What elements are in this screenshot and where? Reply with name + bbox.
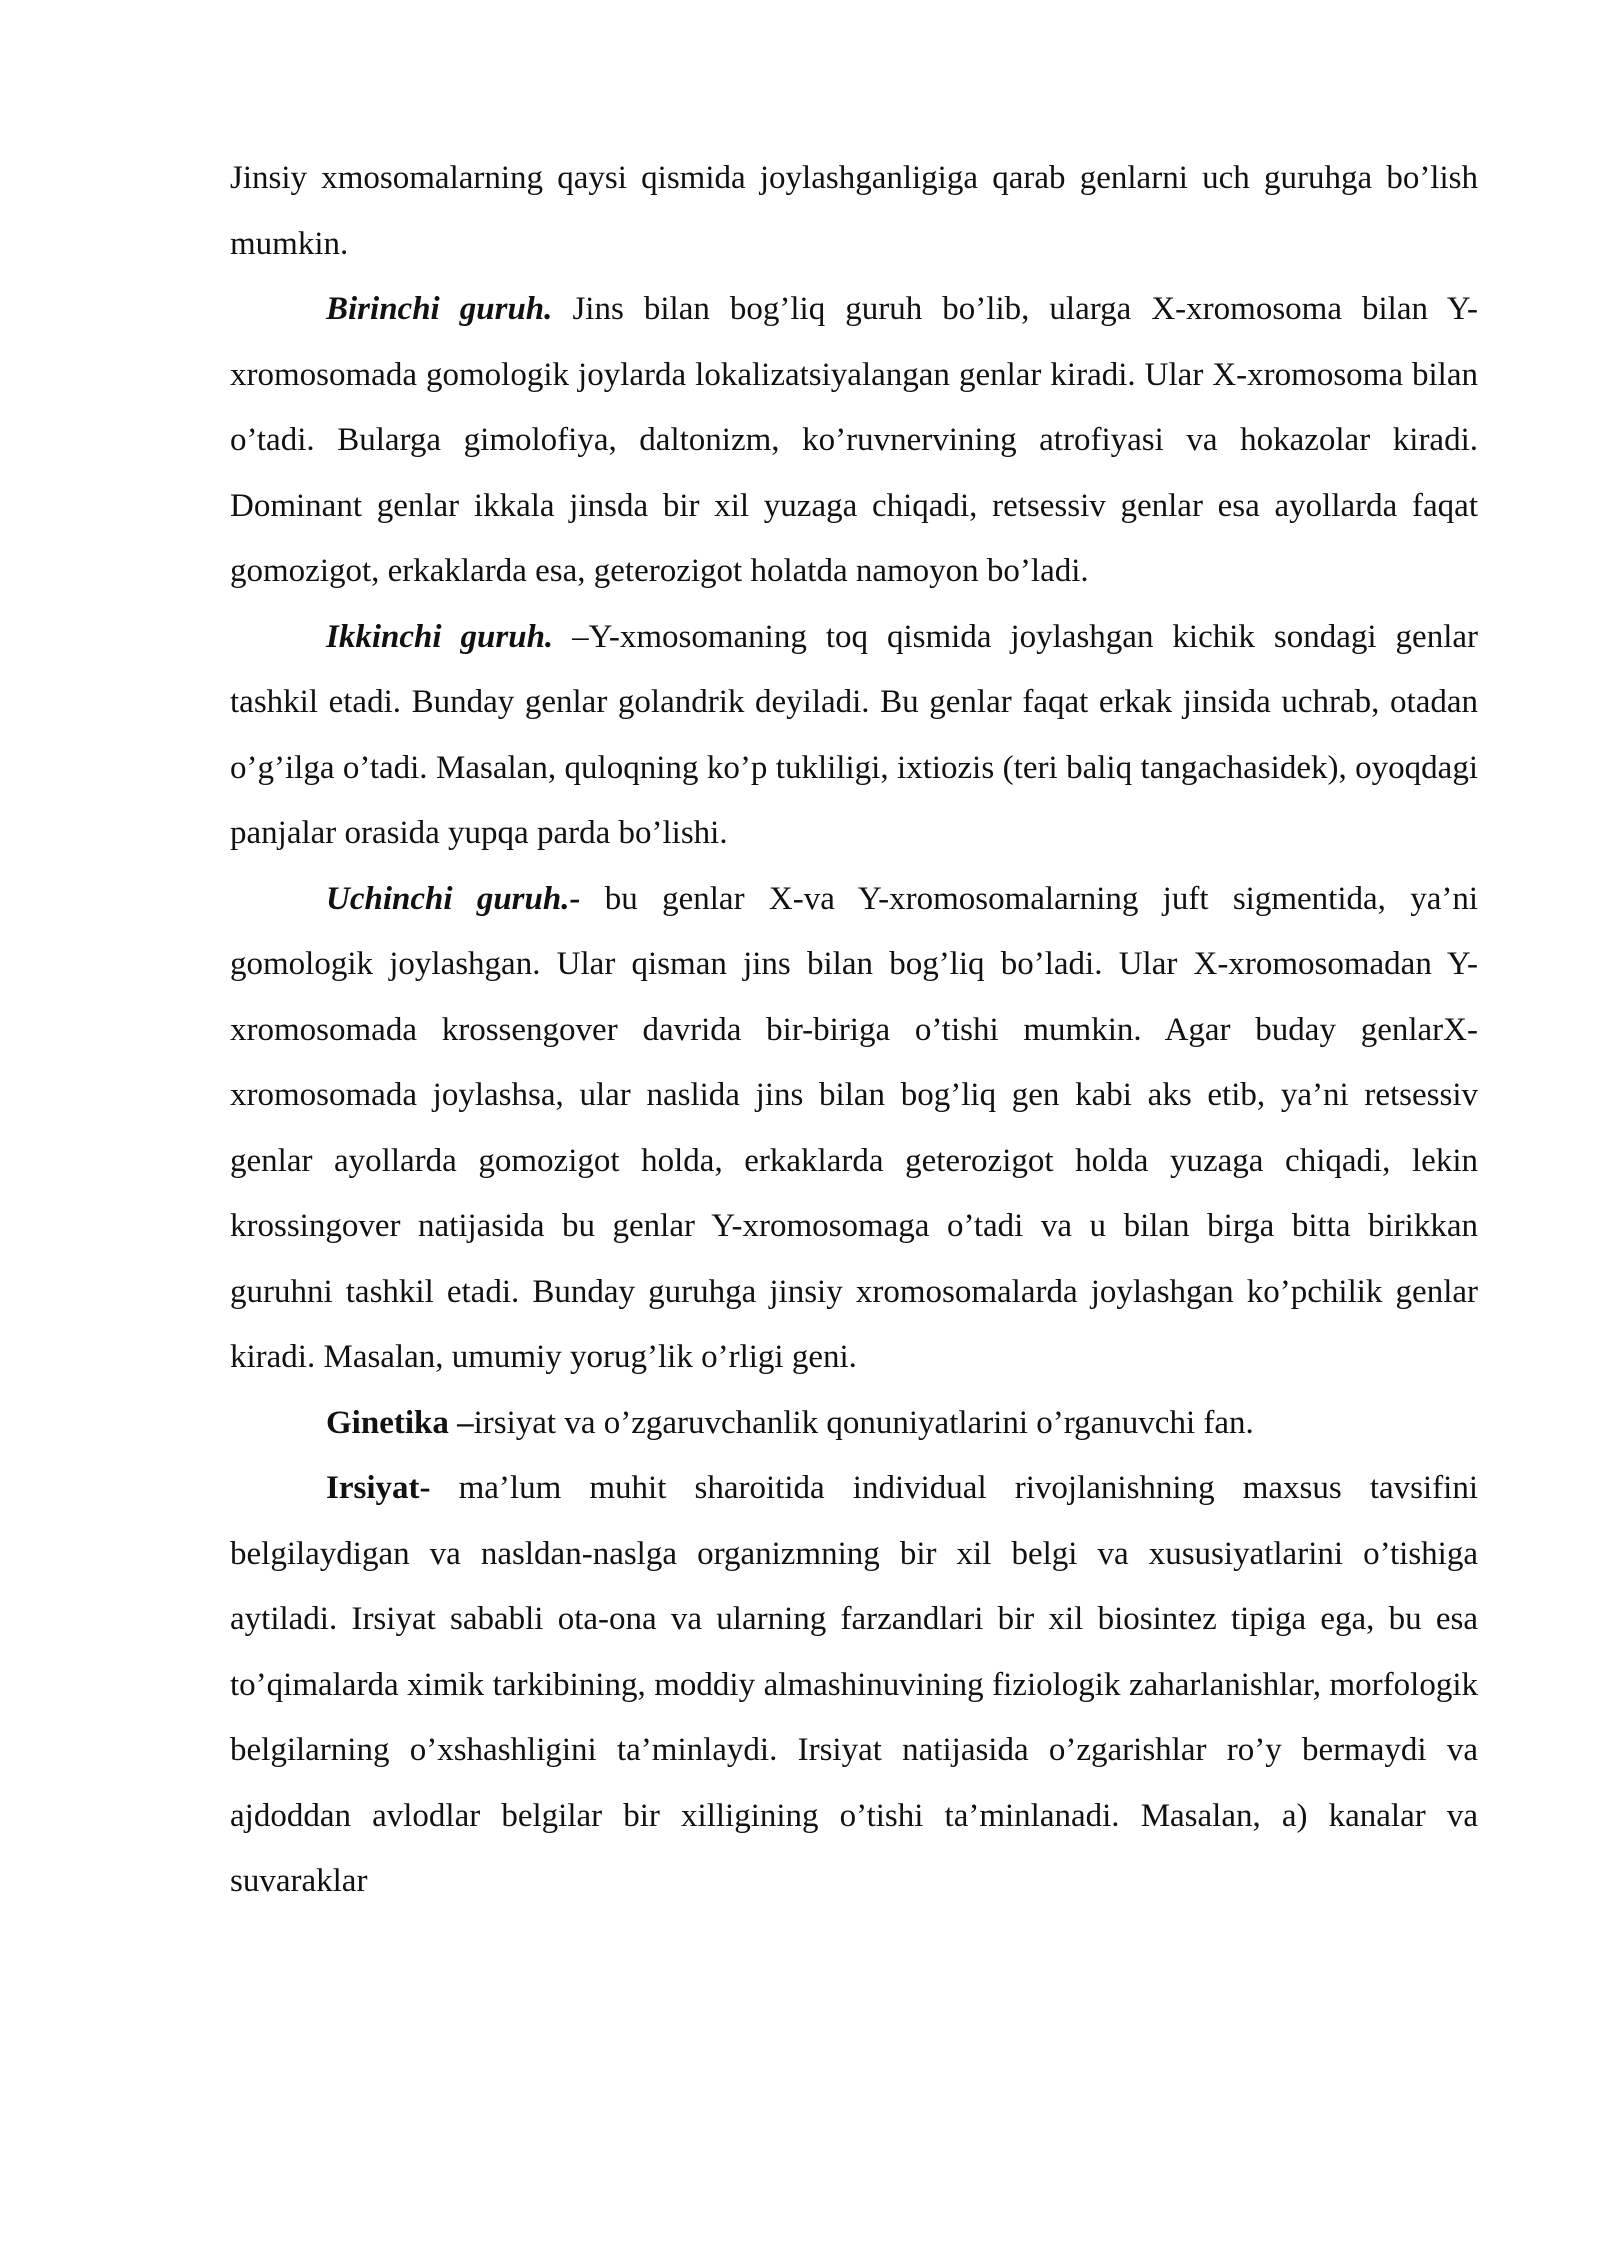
first-group-text: Jins bilan bog’liq guruh bo’lib, ularga X-xromosoma bilan Y-xromosomada gomologik joylarda lokalizatsiyalangan genlar kiradi. Ular X-xromosoma bilan o’tadi. Bularga gimolofiya, daltonizm, ko’ruvnervining atrofiyasi va hokazolar kiradi. Dominant genlar ikkala jinsda bir xil yuzaga chiqadi, retsessiv genlar esa ayollarda faqat gomozigot, erkaklarda esa, geterozigot holatda namoyon bo’ladi. bbox=[230, 291, 1478, 589]
second-group-paragraph bbox=[230, 605, 1478, 867]
heredity-definition-paragraph bbox=[230, 1456, 1478, 1915]
third-group-paragraph bbox=[230, 867, 1478, 1391]
second-group-heading: Ikkinchi guruh. bbox=[326, 618, 554, 655]
third-group-text: bu genlar X-va Y-xromosomalarning juft sigmentida, ya’ni gomologik joylashgan. Ular qisman jins bilan bog’liq bo’ladi. Ular X-xromosomadan Y-xromosomada krossengover davrida bir-biriga o’tishi mumkin. Agar buday genlarX-xromosomada joylashsa, ular naslida jins bilan bog’liq gen kabi aks etib, ya’ni retsessiv genlar ayollarda gomozigot holda, erkaklarda geterozigot holda yuzaga chiqadi, lekin krossingover natijasida bu genlar Y-xromosomaga o’tadi va u bilan birga bitta birikkan guruhni tashkil etadi. Bunday guruhga jinsiy xromosomalarda joylashgan ko’pchilik genlar kiradi. Masalan, umumiy yorug’lik o’rligi geni. bbox=[230, 880, 1478, 1375]
heredity-term: Irsiyat- bbox=[326, 1470, 431, 1506]
document-page bbox=[230, 146, 1478, 1915]
intro-paragraph bbox=[230, 146, 1478, 277]
second-group-text: –Y-xmosomaning toq qismida joylashgan kichik sondagi genlar tashkil etadi. Bunday genlar golandrik deyiladi. Bu genlar faqat erkak jinsida uchrab, otadan o’g’ilga o’tadi. Masalan, quloqning ko’p tukliligi, ixtiozis (teri baliq tangachasidek), oyoqdagi panjalar orasida yupqa parda bo’lishi. bbox=[230, 618, 1479, 851]
third-group-heading: Uchinchi guruh.- bbox=[326, 880, 581, 917]
genetics-term: Ginetika – bbox=[326, 1404, 474, 1441]
first-group-heading: Birinchi guruh. bbox=[326, 291, 553, 327]
first-group-paragraph bbox=[230, 277, 1478, 605]
intro-text: Jinsiy xmosomalarning qaysi qismida joylashganligiga qarab genlarni uch guruhga bo’lish mumkin. bbox=[230, 160, 1478, 262]
genetics-definition-text: irsiyat va o’zgaruvchanlik qonuniyatlarini o’rganuvchi fan. bbox=[473, 1404, 1254, 1441]
genetics-definition-paragraph bbox=[230, 1391, 1478, 1457]
heredity-definition-text: ma’lum muhit sharoitida individual rivojlanishning maxsus tavsifini belgilaydigan va nasldan-naslga organizmning bir xil belgi va xususiyatlarini o’tishiga aytiladi. Irsiyat sababli ota-ona va ularning farzandlari bir xil biosintez tipiga ega, bu esa to’qimalarda ximik tarkibining, moddiy almashinuvining fiziologik zaharlanishlar, morfologik belgilarning o’xshashligini ta’minlaydi. Irsiyat natijasida o’zgarishlar ro’y bermaydi va ajdoddan avlodlar belgilar bir xilligining o’tishi ta’minlanadi. Masalan, a) kanalar va suvaraklar bbox=[230, 1470, 1478, 1899]
